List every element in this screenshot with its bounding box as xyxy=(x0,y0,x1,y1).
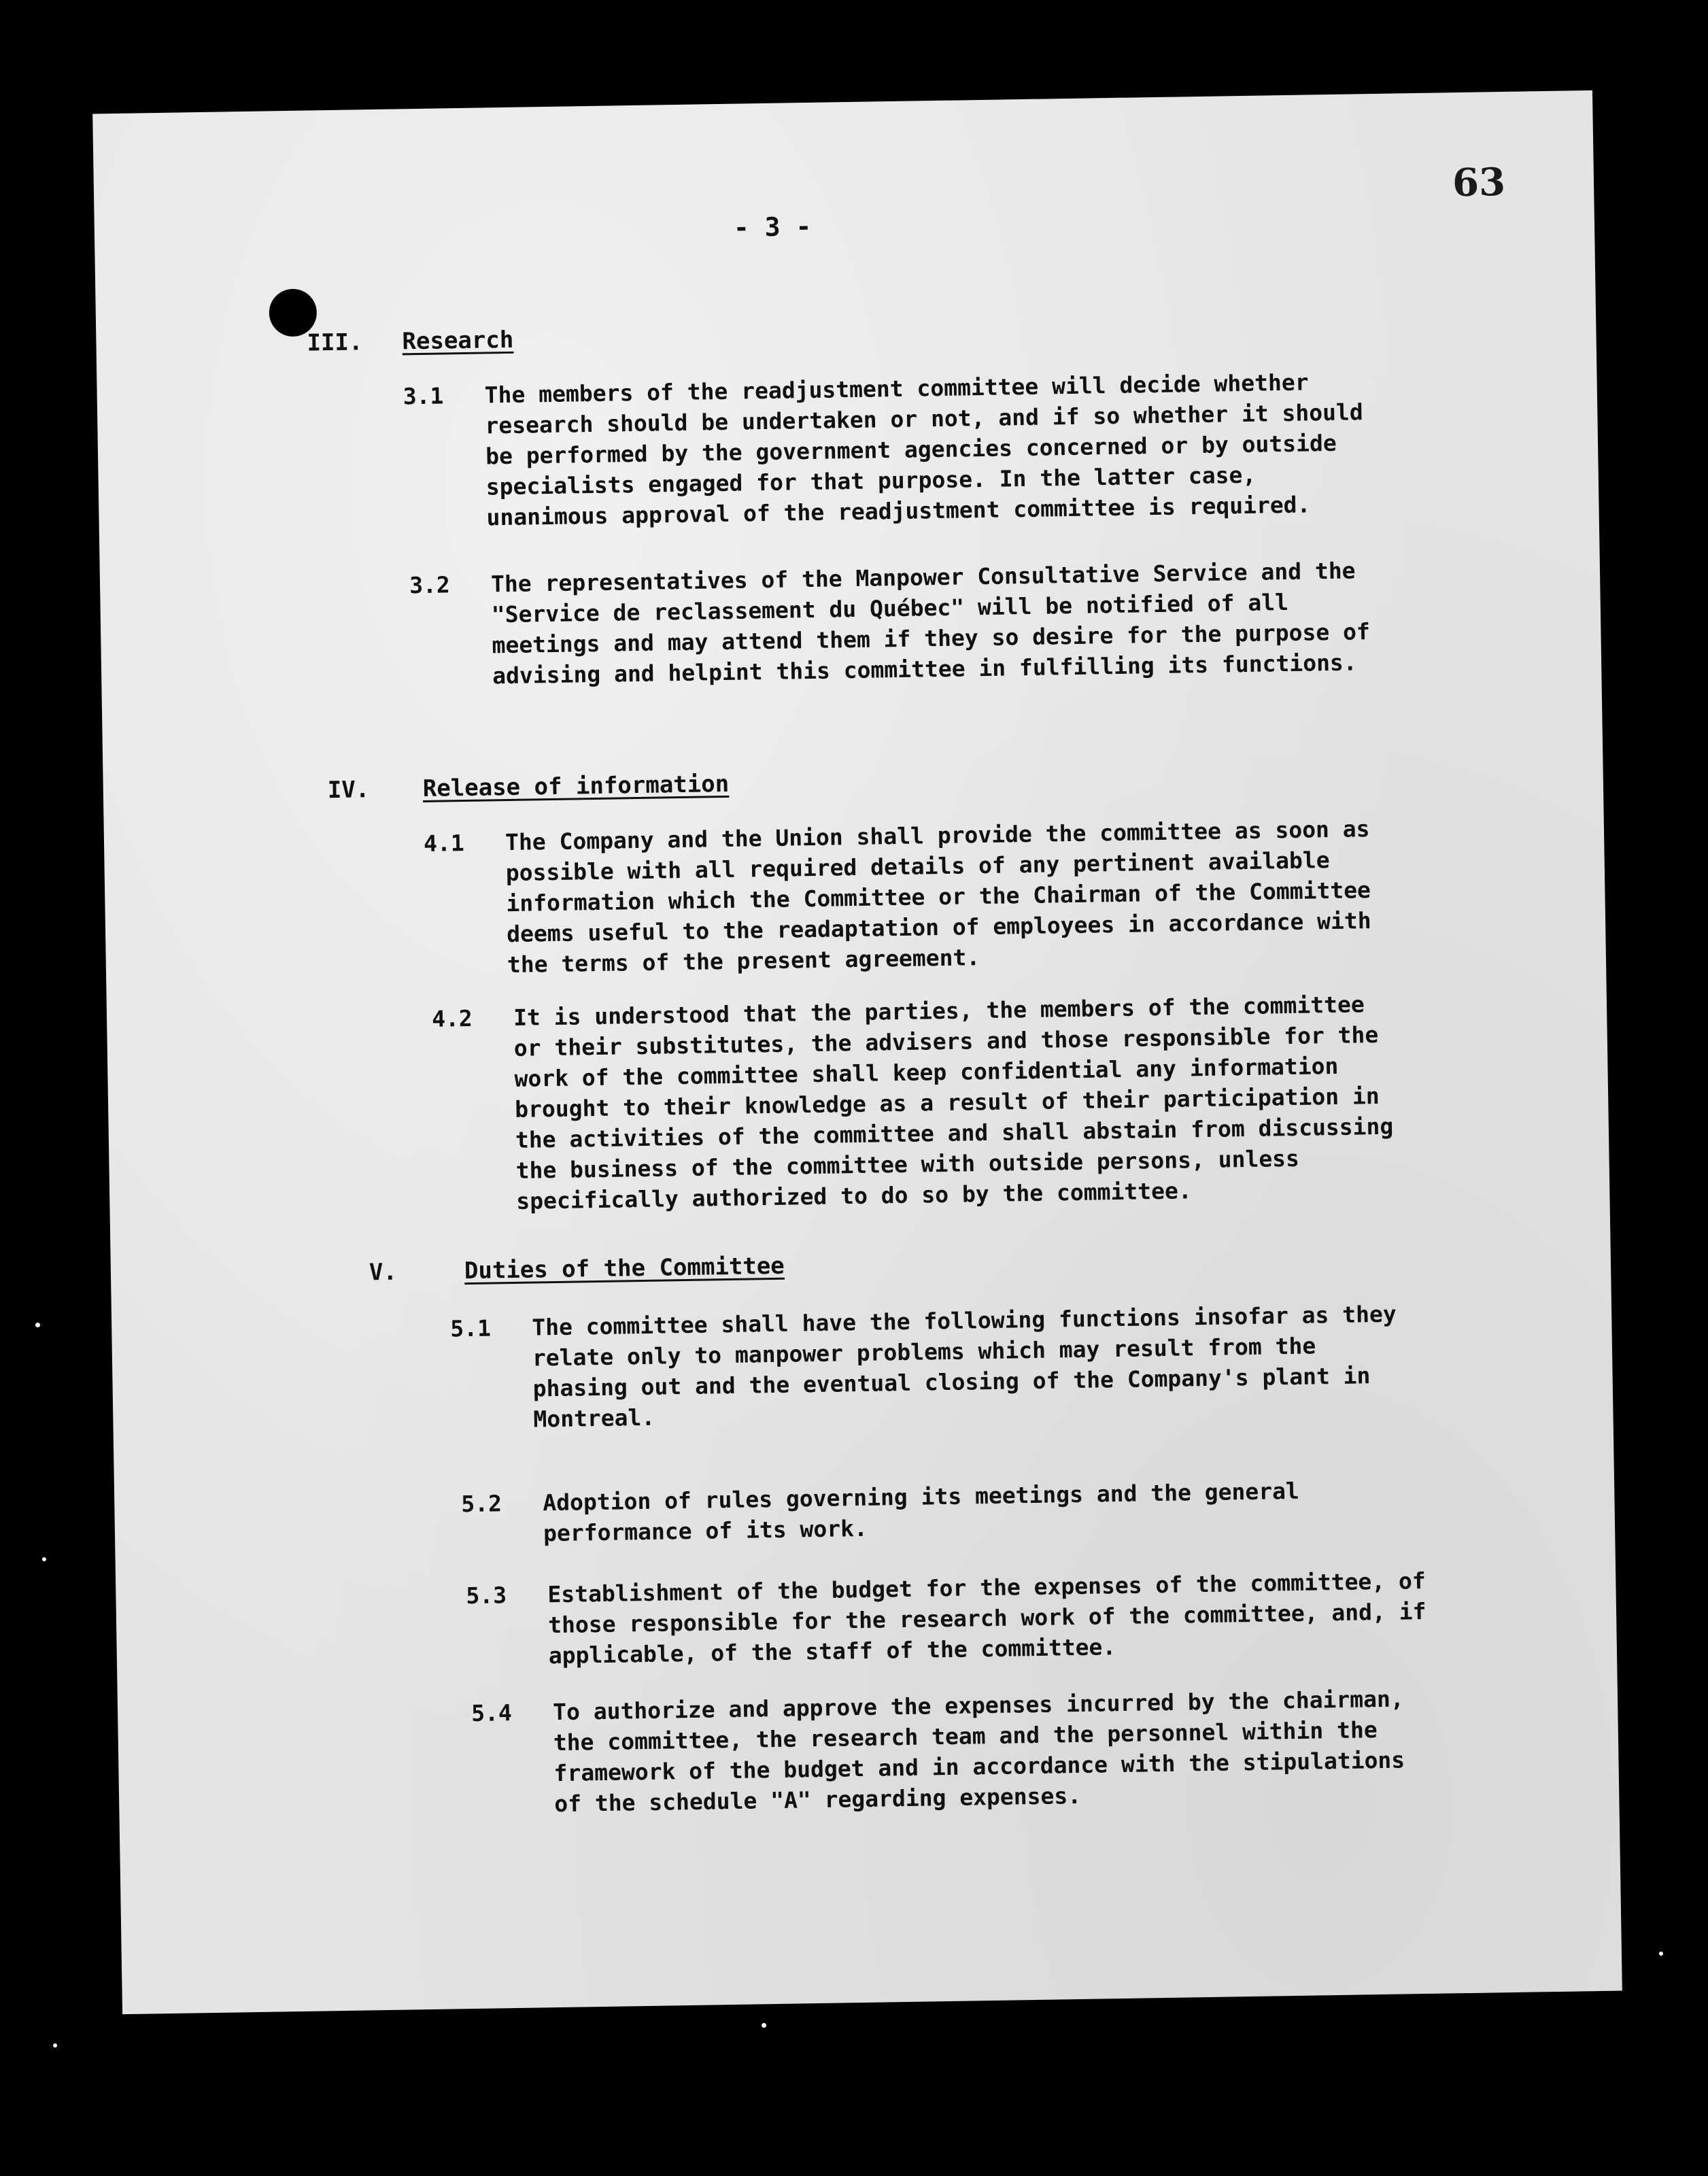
document-page xyxy=(92,90,1622,2014)
clause-number: 5.3 xyxy=(466,1582,507,1610)
clause-number: 4.1 xyxy=(423,830,465,857)
section-title: Duties of the Committee xyxy=(464,1252,785,1285)
scan-speck xyxy=(42,1557,46,1561)
section-heading-release-of-information xyxy=(328,770,730,804)
section-heading-duties-of-the-committee xyxy=(369,1253,785,1287)
clause-text: The committee shall have the following functions insofar as they relate only to manpower problems which may result from the phasing out and the eventual closing of the Company's plant in Montreal. xyxy=(531,1300,1397,1433)
clause-text: The Company and the Union shall provide the committee as soon as possible with all required details of any pertinent available information which the Committee or the Chairman of the Committee deems useful to the readaptation of employees in accordance with the terms of the present agreement. xyxy=(505,815,1371,979)
scan-speck xyxy=(1659,1952,1663,1956)
clause-5-1 xyxy=(450,1298,1418,1435)
clause-5-3 xyxy=(466,1565,1433,1672)
clause-number: 5.1 xyxy=(450,1314,492,1342)
scan-speck xyxy=(762,2023,766,2028)
clause-3-2 xyxy=(409,555,1377,692)
clause-5-4 xyxy=(471,1683,1439,1820)
section-heading-research xyxy=(307,326,513,357)
section-numeral: V. xyxy=(369,1258,398,1287)
clause-number: 3.1 xyxy=(403,382,444,410)
clause-number: 4.2 xyxy=(431,1004,473,1032)
page-marker: - 3 - xyxy=(733,211,812,243)
clause-3-1 xyxy=(403,366,1370,534)
clause-text: To authorize and approve the expenses incurred by the chairman, the committee, the research team and the personnel within the framework of the budget and in accordance with the stipulations of the schedule "A" regarding expenses. xyxy=(552,1685,1405,1818)
clause-5-2 xyxy=(461,1474,1427,1550)
clause-number: 3.2 xyxy=(409,571,451,599)
section-numeral: IV. xyxy=(327,776,370,804)
section-numeral: III. xyxy=(307,328,363,357)
clause-4-2 xyxy=(432,989,1401,1218)
scan-speck xyxy=(35,1323,40,1327)
clause-text: It is understood that the parties, the members of the committee or their substitutes, the advisers and those responsible for the work of the committee shall keep confidential any information brought to their knowledge as a result of their participation in the activities of the committee and shall abstain from discussing the business of the committee with outside persons, unless specifically authorized to do so by the committee. xyxy=(513,991,1394,1214)
page-number: 63 xyxy=(1452,159,1506,206)
clause-text: The members of the readjustment committee will decide whether research should be undertaken or not, and if so whether it should be performed by the government agencies concerned or by outside specialists engaged for that purpose. In the latter case, unanimous approval of the readjustment committee is required. xyxy=(484,369,1364,531)
clause-text: The representatives of the Manpower Consultative Service and the "Service de reclassement du Québec" will be notified of all meetings and may attend them if they so desire for the purpose of advising and helpint this committee in fulfilling its functions. xyxy=(490,557,1371,690)
scan-speck xyxy=(53,2043,57,2047)
clause-number: 5.4 xyxy=(471,1699,513,1727)
clause-number: 5.2 xyxy=(461,1490,502,1518)
section-title: Research xyxy=(402,326,514,356)
section-title: Release of information xyxy=(422,770,730,802)
clause-4-1 xyxy=(424,813,1391,981)
clause-text: Establishment of the budget for the expenses of the committee, of those responsible for the research work of the committee, and, if applicable, of the staff of the committee. xyxy=(547,1567,1427,1669)
clause-text: Adoption of rules governing its meetings and the general performance of its work. xyxy=(543,1477,1300,1547)
